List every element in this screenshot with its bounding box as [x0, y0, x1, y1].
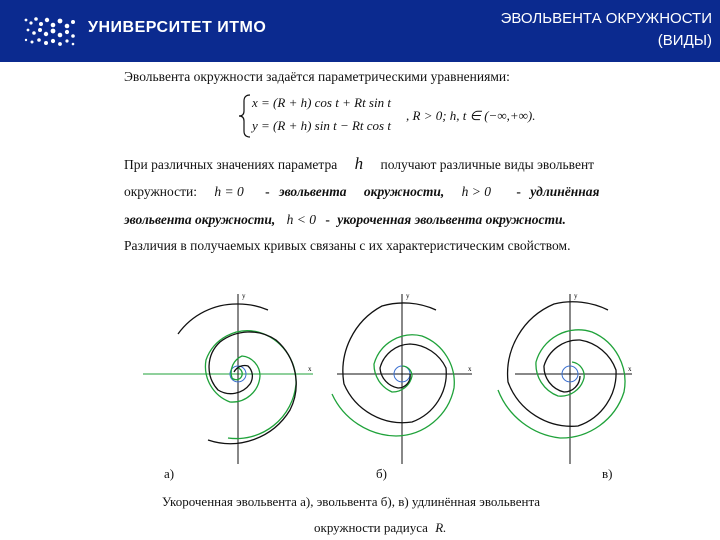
itmo-logo-icon [22, 14, 78, 48]
para3-b: - [325, 212, 330, 227]
fig-c-green-curve [498, 330, 625, 438]
para1-h: h [354, 154, 364, 173]
figure-b-involute [332, 292, 472, 464]
figure-c-extended-involute [498, 292, 632, 464]
para2-dash2: - [516, 184, 521, 199]
fig-c-x-label: x [628, 365, 632, 373]
para2-a: окружности: [124, 184, 197, 199]
title-line-2: (ВИДЫ) [657, 32, 712, 49]
equation-x: x = (R + h) cos t + Rt sin t [252, 95, 391, 110]
caption2-radius: R. [435, 520, 447, 535]
para2-ev: эвольвента [278, 184, 347, 199]
para2-h0: h = 0 [214, 184, 244, 199]
para2-okr: окружности, [363, 184, 445, 199]
page-title [501, 8, 712, 52]
para-line-2 [124, 183, 654, 201]
fig-b-black-curve [343, 303, 446, 423]
para2-dash1: - [265, 184, 270, 199]
fig-b-x-label: x [468, 365, 472, 373]
para-line-4: Различия в получаемых кривых связаны с их характеристическим свойством. [124, 238, 571, 253]
intro-text: Эвольвента окружности задаётся параметрическими уравнениями: [124, 69, 510, 84]
figure-a-shortened-involute [143, 292, 313, 464]
para2-hpos: h > 0 [461, 184, 491, 199]
para1-b: получают различные виды эвольвент [380, 157, 595, 172]
para-line-3 [124, 211, 566, 229]
fig-label-a: а) [164, 466, 175, 481]
para3-a: эвольвента окружности, [124, 212, 276, 227]
equation-y: y = (R + h) sin t − Rt cos t [252, 118, 391, 133]
para-line-1 [124, 155, 594, 174]
fig-label-b: б) [376, 466, 387, 481]
header-bar [0, 0, 720, 62]
para3-hneg: h < 0 [286, 212, 316, 227]
involute-figures [130, 286, 650, 466]
fig-label-c: в) [602, 466, 613, 481]
para3-c: укороченная эвольвента окружности. [337, 212, 566, 227]
para1-a: При различных значениях параметра [124, 157, 338, 172]
fig-a-y-label: y [242, 292, 246, 300]
caption2-text: окружности радиуса [314, 520, 428, 535]
figure-caption-line-1: Укороченная эвольвента а), эвольвента б), в) удлинённая эвольвента [162, 494, 541, 509]
title-line-1: ЭВОЛЬВЕНТА ОКРУЖНОСТИ [500, 10, 712, 27]
fig-c-y-label: y [574, 292, 578, 300]
para2-ext: удлинённая [530, 184, 600, 199]
brand-name: УНИВЕРСИТЕТ ИТМО [88, 19, 267, 36]
figure-caption-line-2 [314, 520, 446, 536]
fig-c-black-curve [508, 302, 616, 427]
fig-a-x-label: x [308, 365, 312, 373]
fig-b-y-label: y [406, 292, 410, 300]
equation-condition: , R > 0; h, t ∈ (−∞,+∞). [406, 108, 536, 123]
